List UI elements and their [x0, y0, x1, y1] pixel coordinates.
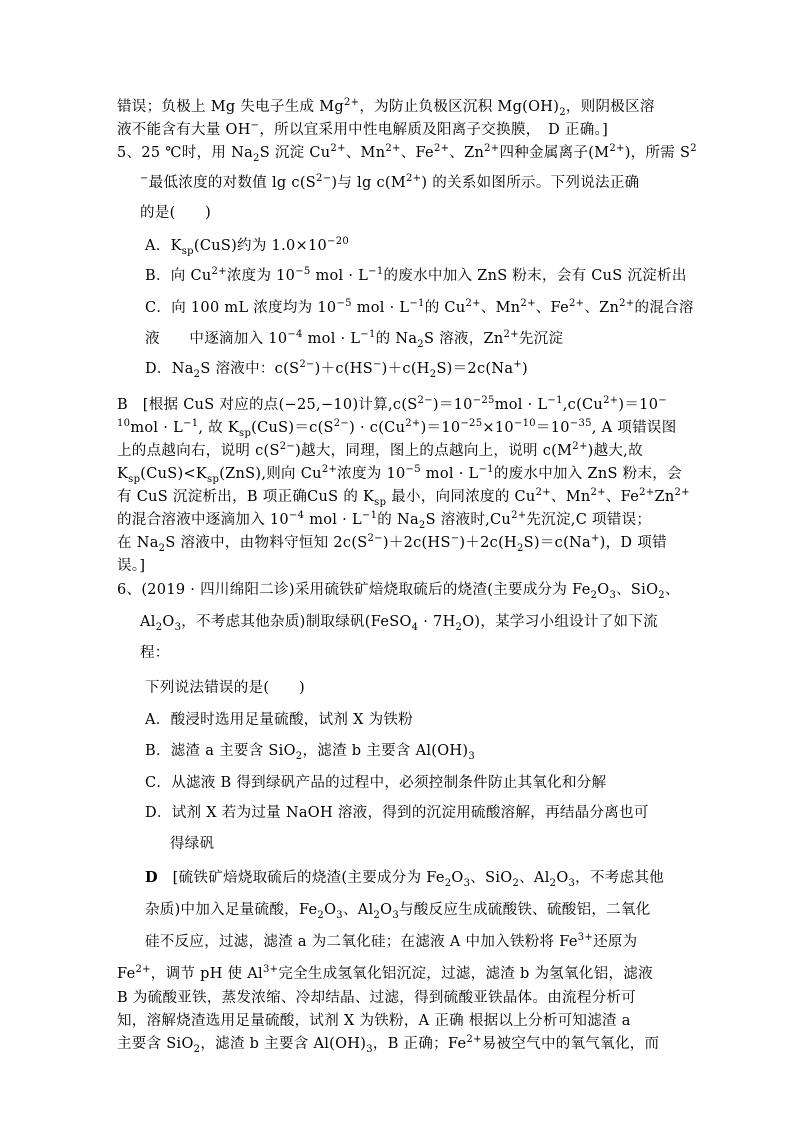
text-line: 错误；负极上 Mg 失电子生成 $Mg^{2+}$，为防止负极区沉积 $Mg(OH)_2$，则阴极区溶 [117, 97, 655, 118]
text-line: 的混合溶液中逐滴加入 $10^{-4}$ mol · $L^{-1}$的 $Na_2S$ 溶液时$,Cu^{2+}$先沉淀,C 项错误； [117, 510, 652, 531]
text-line: 的是( ) [140, 205, 212, 221]
text-line: D．$Na_2S$ 溶液中：$c(S^{2-})+c(HS^-)+c(H_2S)=2c(Na^+)$ [145, 359, 528, 380]
text-line: B 为硫酸亚铁，蒸发浓缩、冷却结晶、过滤，得到硫酸亚铁晶体。由流程分析可 [117, 990, 637, 1006]
text-line: 程： [140, 645, 170, 661]
text-line: A．$K_{sp}(CuS)$约为 $1.0\times 10^{-20}$ [145, 236, 350, 257]
text-line: 误。] [117, 558, 146, 574]
text-line: 有 CuS 沉淀析出，B 项正确CuS 的 $K_{sp}$ 最小，向同浓度的 $Cu^{2+}$、$Mn^{2+}$、$Fe^{2+}Zn^{2+}$ [117, 487, 690, 508]
text-line: 得绿矾 [170, 836, 215, 852]
text-line: $K_{sp}(CuS)<K_{sp}(ZnS)$,则向 $Cu^{2+}$浓度为 $10^{-5}$ mol · $L^{-1}$的废水中加入 ZnS 粉末，会 [117, 464, 682, 485]
text-line: C．从滤液 B 得到绿矾产品的过程中，必须控制条件防止其氧化和分解 [145, 775, 607, 791]
text-line: D [硫铁矿焙烧取硫后的烧渣(主要成分为 $Fe_2O_3$、SiO$_2$、$Al_2O_3$，不考虑其他 [145, 869, 664, 889]
text-line: C．向 100 mL 浓度均为 $10^{-5}$ mol · $L^{-1}$的 $Cu^{2+}$、$Mn^{2+}$、$Fe^{2+}$、$Zn^{2+}$的混合溶 [145, 298, 694, 316]
text-line: A．酸浸时选用足量硫酸，试剂 X 为铁粉 [145, 712, 414, 728]
text-line: 主要含 SiO$_2$，滤渣 b 主要含 $Al(OH)_3$，B 正确；$Fe^{2+}$易被空气中的氧气氧化，而 [117, 1034, 660, 1055]
text-line: B [根据 CuS 对应的点(−25,−10)计算$,c(S^{2-})=10^{-25}mol \cdot L^{-1},c(Cu^{2+})=10^-$ [117, 395, 667, 413]
text-line: 知，溶解烧渣选用足量硫酸，试剂 X 为铁粉，A 正确 根据以上分析可知滤渣 a [117, 1013, 631, 1029]
text-line: −最低浓度的对数值 $\lg c(S^{2-})$与 $\lg c(M^{2+})$ 的关系如图所示。下列说法正确 [140, 173, 640, 191]
text-line: D．试剂 X 若为过量 NaOH 溶液，得到的沉淀用硫酸溶解，再结晶分离也可 [145, 805, 649, 821]
text-line: $^{10}mol \cdot L^{-1}$, 故 $K_{sp}(CuS)=c(S^{2-}) \cdot c(Cu^{2+})=10^{-25}\times 10^{-10}=10^{-35}$, A 项错误图 [117, 418, 677, 439]
text-line: 液不能含有大量 OH−，所以宜采用中性电解质及阳离子交换膜， D 正确。] [117, 120, 609, 138]
text-line: 上的点越向右，说明 $c(S^{2-})$越大，同理，图上的点越向上，说明 $c(M^{2+})$越大,故 [117, 441, 643, 459]
text-line: $Fe^{2+}$，调节 pH 使 $Al^{3+}$完全生成氢氧化铝沉淀，过滤，滤渣 b 为氢氧化铝，滤液 [117, 964, 653, 982]
text-line: 6、(2019 · 四川绵阳二诊)采用硫铁矿焙烧取硫后的烧渣(主要成分为 $Fe_2O_3$、SiO$_2$、 [117, 582, 680, 601]
text-line: 杂质)中加入足量硫酸，$Fe_2O_3$、$Al_2O_3$与酸反应生成硫酸铁、硫酸铝，二氧化 [145, 902, 651, 921]
text-line: 下列说法错误的是( ) [145, 680, 305, 696]
text-line: 硅不反应，过滤，滤渣 a 为二氧化硅；在滤液 A 中加入铁粉将 $Fe^{3+}$还原为 [145, 932, 638, 950]
text-line: 液 中逐滴加入 $10^{-4}$ mol · $L^{-1}$的 $Na_2S$ 溶液，$Zn^{2+}$先沉淀 [145, 329, 564, 350]
text-line: $Al_2O_3$，不考虑其他杂质)制取绿矾(FeSO$_4$ · $7H_2O$)，某学习小组设计了如下流 [140, 614, 658, 633]
text-line: 在 $Na_2S$ 溶液中，由物料守恒知 $2c(S^{2-})+2c(HS^-)+2c(H_2S)=c(Na^+)$，D 项错 [117, 533, 667, 554]
text-line: B．向 $Cu^{2+}$浓度为 $10^{-5}$ mol · $L^{-1}$的废水中加入 ZnS 粉末，会有 CuS 沉淀析出 [145, 266, 687, 284]
text-line: 5、25 ℃时，用 $Na_2S$ 沉淀 $Cu^{2+}$、$Mn^{2+}$、$Fe^{2+}$、$Zn^{2+}$四种金属离子$(M^{2+})$，所需 $S^2$ [117, 143, 697, 164]
text-line: B．滤渣 a 主要含 SiO$_2$，滤渣 b 主要含 $Al(OH)_3$ [145, 743, 476, 762]
